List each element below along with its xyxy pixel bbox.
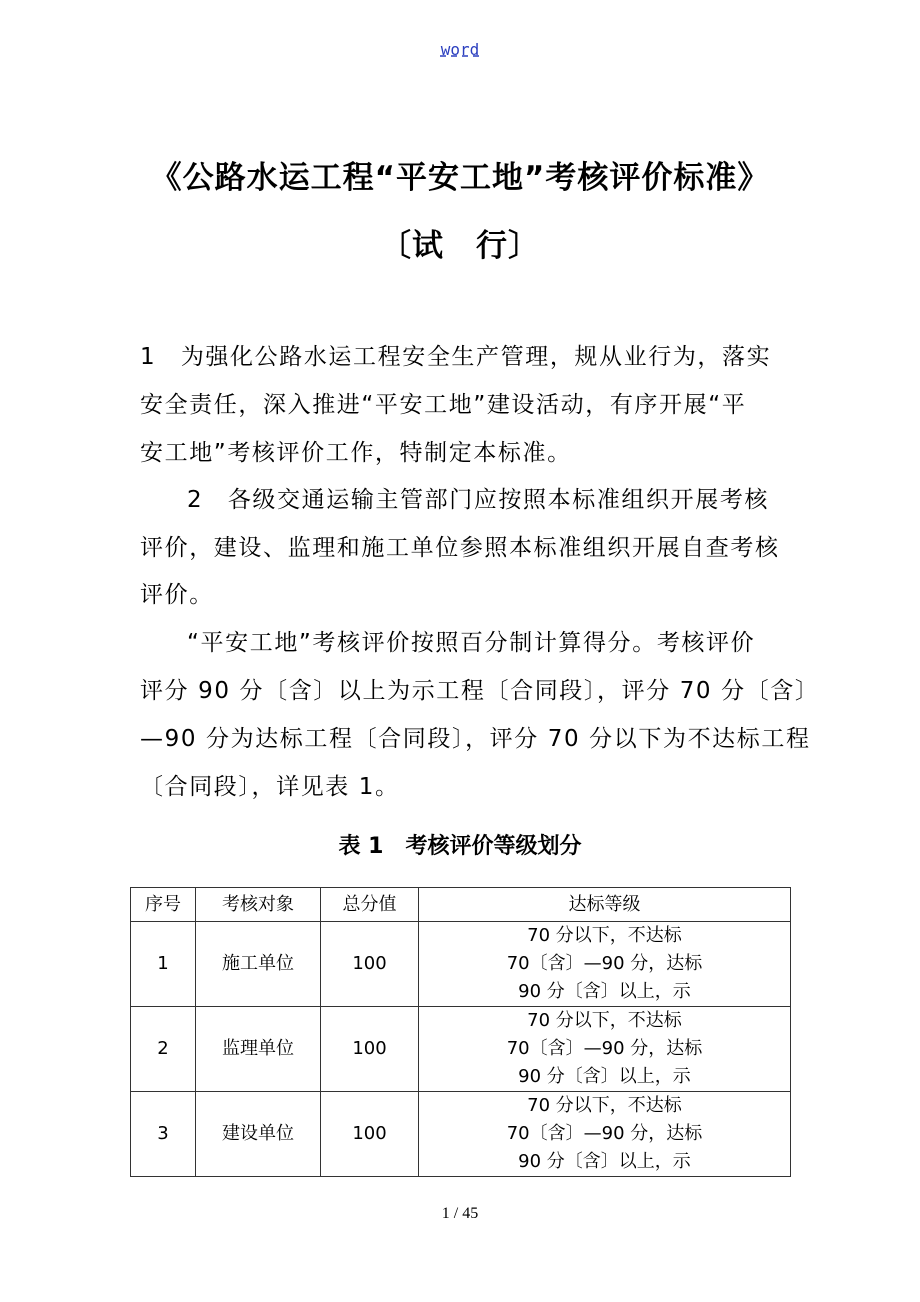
level-line: 70〔含〕—90 分，达标 (506, 953, 703, 974)
paragraph-3-line: —90 分为达标工程〔合同段〕，评分 70 分以下为不达标工程 (140, 726, 811, 752)
document-subtitle: 〔试 行〕 (380, 228, 540, 264)
grading-table (130, 887, 791, 1177)
page-header (0, 40, 920, 59)
header-score: 总分值 (321, 888, 419, 922)
cell-levels (419, 922, 791, 1007)
paragraph-3-line: 评分 90 分〔含〕以上为示工程〔合同段〕，评分 70 分〔含〕 (140, 678, 820, 704)
level-line: 70〔含〕—90 分，达标 (506, 1038, 703, 1059)
cell-no: 3 (131, 1092, 196, 1177)
cell-no: 2 (131, 1007, 196, 1092)
header-object: 考核对象 (196, 888, 321, 922)
header-levels: 达标等级 (419, 888, 791, 922)
cell-object: 建设单位 (196, 1092, 321, 1177)
cell-object: 施工单位 (196, 922, 321, 1007)
table-header-row (131, 888, 791, 922)
cell-no: 1 (131, 922, 196, 1007)
cell-levels (419, 1007, 791, 1092)
table-row (131, 1007, 791, 1092)
header-no: 序号 (131, 888, 196, 922)
level-line: 70 分以下，不达标 (527, 925, 682, 946)
paragraph-2-line: 评价，建设、监理和施工单位参照本标准组织开展自查考核 (140, 535, 780, 561)
level-line: 70〔含〕—90 分，达标 (506, 1123, 703, 1144)
paragraph-1-line: 安全责任，深入推进“平安工地”建设活动，有序开展“平 (140, 392, 747, 418)
level-line: 90 分〔含〕以上，示 (518, 1151, 691, 1172)
paragraph-3-line: 〔合同段〕，详见表 1。 (140, 774, 400, 800)
paragraph-2-line: 评价。 (140, 582, 214, 608)
level-line: 70 分以下，不达标 (527, 1010, 682, 1031)
level-line: 90 分〔含〕以上，示 (518, 981, 691, 1002)
level-line: 90 分〔含〕以上，示 (518, 1066, 691, 1087)
page-number: 1 / 45 (441, 1205, 479, 1222)
paragraph-2-line: 2 各级交通运输主管部门应按照本标准组织开展考核 (187, 487, 770, 513)
paragraph-3-line: “平安工地”考核评价按照百分制计算得分。考核评价 (187, 630, 756, 656)
paragraph-1-line: 1 为强化公路水运工程安全生产管理，规从业行为，落实 (140, 344, 772, 370)
cell-object: 监理单位 (196, 1007, 321, 1092)
header-word-link[interactable]: word (440, 40, 480, 59)
cell-score: 100 (321, 1092, 419, 1177)
table-row (131, 1092, 791, 1177)
table-row (131, 922, 791, 1007)
paragraph-1-line: 安工地”考核评价工作，特制定本标准。 (140, 440, 572, 466)
cell-levels (419, 1092, 791, 1177)
cell-score: 100 (321, 922, 419, 1007)
cell-score: 100 (321, 1007, 419, 1092)
document-title: 《公路水运工程“平安工地”考核评价标准》 (150, 160, 770, 196)
level-line: 70 分以下，不达标 (527, 1095, 682, 1116)
table-caption: 表 1 考核评价等级划分 (338, 834, 582, 859)
